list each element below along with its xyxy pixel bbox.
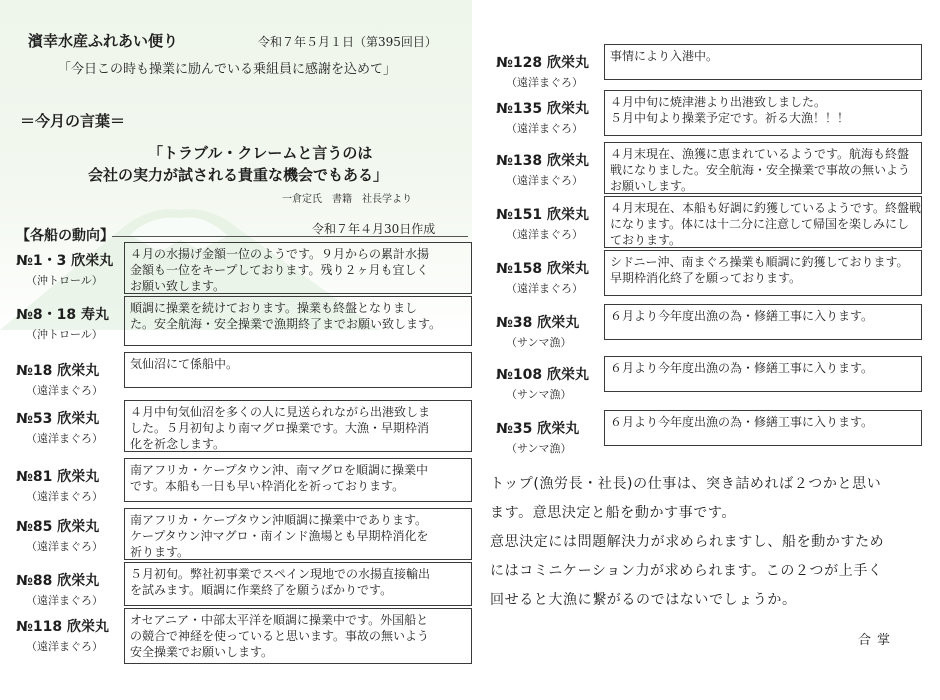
vessel-type: （遠洋まぐろ） (26, 384, 103, 397)
vessel-status-box (124, 562, 472, 606)
vessel-status-line: ４月中旬気仙沼を多くの人に見送られながら出港致しま (130, 405, 431, 419)
vessel-name: №38 欣栄丸 (496, 315, 580, 331)
vessel-status-box (604, 304, 922, 340)
vessel-status-box (124, 508, 472, 560)
vessel-status-box (604, 44, 922, 80)
vessel-type: （遠洋まぐろ） (26, 640, 103, 653)
vessel-type: （遠洋まぐろ） (26, 490, 103, 503)
vessel-status-line: ております。 (610, 233, 682, 247)
vessel-type: （遠洋まぐろ） (506, 282, 583, 295)
vessel-type: （沖トロール） (26, 328, 103, 341)
vessel-name: №135 欣栄丸 (496, 101, 589, 117)
vessel-status-line: 南アフリカ・ケープタウン沖順調に操業中であります。 (130, 513, 428, 527)
issue-date: 令和７年５月１日（第395回目） (258, 35, 437, 49)
vessel-status-box (604, 142, 922, 194)
vessel-name: №35 欣栄丸 (496, 421, 580, 437)
vessel-name: №18 欣栄丸 (16, 363, 100, 379)
vessel-name: №1・3 欣栄丸 (16, 253, 114, 269)
vessel-status-line: シドニー沖、南まぐろ操業も順調に釣獲しております。 (610, 255, 909, 269)
essay-line: ます。意思決定と船を動かす事です。 (490, 505, 736, 521)
vessel-status-line: 事情により入港中。 (610, 49, 719, 63)
vessel-status-line: ケープタウン沖マグロ・南インド漁場とも早期枠消化を (130, 529, 429, 543)
vessel-type: （遠洋まぐろ） (26, 594, 103, 607)
essay-line: にはコミニケーション力が求められます。この２つが上手く (490, 563, 883, 579)
vessel-status-line: 順調に操業を続けております。操業も終盤となりまし (130, 301, 418, 315)
vessel-status-line: ６月より今年度出漁の為・修繕工事に入ります。 (610, 361, 874, 375)
vessel-status-box (124, 352, 472, 388)
vessel-type: （サンマ漁） (506, 388, 572, 401)
newsletter-title: 濱幸水産ふれあい便り (28, 32, 179, 50)
vessel-status-line: ５月中旬より操業予定です。祈る大漁！！！ (610, 111, 850, 125)
vessel-status-line: の競合で神経を使っていると思います。事故の無いよう (130, 629, 430, 643)
vessel-status-line: オセアニア・中部太平洋を順調に操業中です。外国船と (130, 613, 429, 627)
closing-signature: 合掌 (858, 633, 897, 648)
vessel-type: （サンマ漁） (506, 336, 572, 349)
vessel-status-line: お願いします。 (610, 179, 694, 193)
vessel-status-line: 戦になりました。安全航海・安全操業で事故の無いよう (610, 163, 911, 177)
vessel-status-line: ４月の水揚げ金額一位のようです。９月からの累計水揚 (130, 247, 430, 261)
vessel-status-line: ４月中旬に焼津港より出港致しました。 (610, 95, 827, 109)
vessel-name: №81 欣栄丸 (16, 469, 100, 485)
vessel-status-line: 気仙沼にて係船中。 (130, 357, 239, 371)
vessel-type: （遠洋まぐろ） (506, 174, 583, 187)
vessel-name: №53 欣栄丸 (16, 411, 100, 427)
vessel-status-box (604, 196, 922, 248)
vessel-status-line: ４月末現在、本船も好調に釣獲しているようです。終盤戦 (610, 201, 922, 215)
vessel-name: №108 欣栄丸 (496, 367, 589, 383)
essay-line: 回せると大漁に繋がるのではないでしょうか。 (490, 592, 797, 608)
vessel-type: （遠洋まぐろ） (26, 540, 103, 553)
essay-line: トップ(漁労長・社長)の仕事は、突き詰めれば２つかと思い (490, 476, 882, 492)
vessel-name: №8・18 寿丸 (16, 307, 109, 323)
quote-source: 一倉定氏 書籍 社長学より (282, 194, 412, 205)
report-created-date: 令和７年４月30日作成 (312, 222, 436, 236)
vessel-status-box (124, 400, 472, 452)
vessel-name: №118 欣栄丸 (16, 619, 109, 635)
vessel-type: （遠洋まぐろ） (506, 76, 583, 89)
vessel-status-line: した。５月初旬より南マグロ操業です。大漁・早期枠消 (130, 421, 430, 435)
vessel-section-label: 【各船の動向】 (16, 228, 114, 244)
vessel-status-line: 南アフリカ・ケープタウン沖、南マグロを順調に操業中 (130, 463, 428, 477)
vessel-status-box (604, 356, 922, 392)
vessel-type: （遠洋まぐろ） (506, 122, 583, 135)
vessel-type: （遠洋まぐろ） (506, 228, 583, 241)
vessel-status-line: になります。体には十二分に注意して帰国を楽しみにし (610, 217, 910, 231)
vessel-status-box (124, 458, 472, 502)
vessel-type: （沖トロール） (26, 274, 103, 287)
vessel-status-box (604, 90, 922, 136)
vessel-status-line: ６月より今年度出漁の為・修繕工事に入ります。 (610, 415, 874, 429)
vessel-status-line: 化を祈念します。 (130, 437, 226, 451)
vessel-status-line: ６月より今年度出漁の為・修繕工事に入ります。 (610, 309, 874, 323)
essay (490, 470, 884, 615)
vessel-name: №151 欣栄丸 (496, 207, 589, 223)
vessel-status-box (124, 608, 472, 664)
vessel-status-line: お願い致します。 (130, 279, 226, 293)
word-of-month-heading: ＝今月の言葉＝ (20, 112, 126, 130)
newsletter-subtitle: 「今日この時も操業に励んでいる乗組員に感謝を込めて」 (58, 62, 397, 77)
vessel-status-line: 金額も一位をキープしております。残り２ヶ月も宜しく (130, 263, 429, 277)
vessel-name: №128 欣栄丸 (496, 55, 589, 71)
vessel-type: （遠洋まぐろ） (26, 432, 103, 445)
vessel-status-line: 祈ります。 (130, 545, 190, 559)
vessel-status-line: です。本船も一日も早い枠消化を祈っております。 (130, 479, 405, 493)
vessel-status-line: た。安全航海・安全操業で漁期終了までお願い致します。 (130, 317, 442, 331)
vessel-status-line: ４月末現在、漁獲に恵まれているようです。航海も終盤 (610, 147, 910, 161)
vessel-status-line: 安全操業でお願いします。 (130, 645, 274, 659)
vessel-name: №88 欣栄丸 (16, 573, 100, 589)
vessel-status-line: ５月初旬。弊社初事業でスペイン現地での水揚直接輸出 (130, 567, 431, 581)
vessel-name: №158 欣栄丸 (496, 261, 589, 277)
quote-line-2: 会社の実力が試される貴重な機会でもある」 (88, 166, 389, 184)
vessel-status-box (124, 296, 472, 346)
vessel-name: №85 欣栄丸 (16, 519, 100, 535)
vessel-status-box (604, 250, 922, 296)
vessel-status-box (124, 242, 472, 294)
vessel-status-line: 早期枠消化終了を願っております。 (610, 271, 802, 285)
vessel-name: №138 欣栄丸 (496, 153, 589, 169)
vessel-status-line: を試みます。順調に作業終了を願うばかりです。 (130, 583, 393, 597)
quote-line-1: 「トラブル・クレームと言うのは (148, 144, 373, 162)
vessel-type: （サンマ漁） (506, 442, 572, 455)
vessel-status-box (604, 410, 922, 446)
essay-line: 意思決定には問題解決力が求められますし、船を動かすため (490, 534, 885, 550)
